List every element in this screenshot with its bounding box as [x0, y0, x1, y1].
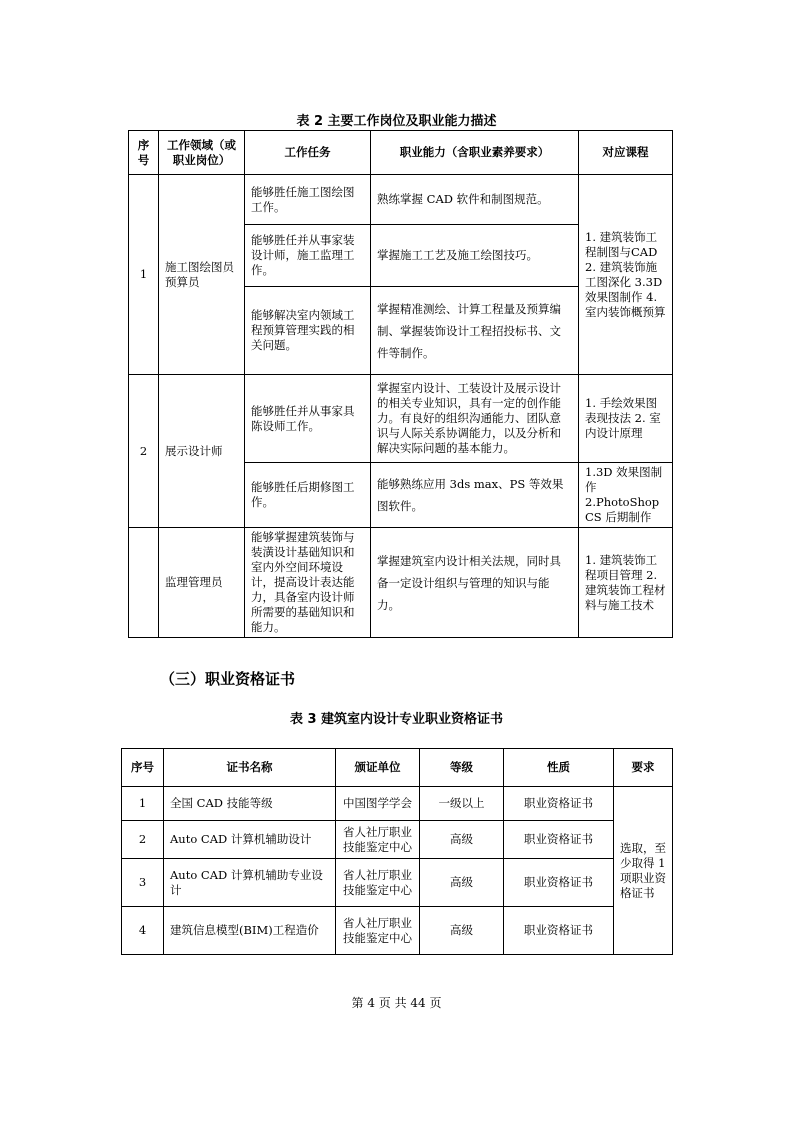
header-level: 等级	[420, 749, 504, 787]
cert-level: 高级	[420, 859, 504, 907]
row-ability: 掌握精准测绘、计算工程量及预算编制、掌握装饰设计工程招投标书、文件等制作。	[371, 287, 579, 375]
row-courses: 1.3D 效果图制作 2.PhotoShop CS 后期制作	[579, 463, 673, 528]
cert-type: 职业资格证书	[504, 821, 614, 859]
row-no: 1	[129, 175, 159, 375]
row-no: 2	[129, 375, 159, 528]
cert-issuer: 省人社厅职业技能鉴定中心	[336, 859, 420, 907]
cert-issuer: 省人社厅职业技能鉴定中心	[336, 821, 420, 859]
cert-name: Auto CAD 计算机辅助设计	[164, 821, 336, 859]
row-task: 能够掌握建筑装饰与装潢设计基础知识和室内外空间环境设计，提高设计表达能力，具备室内设计师所需要的基础知识和能力。	[245, 528, 371, 638]
cert-level: 高级	[420, 907, 504, 955]
row-ability: 掌握施工工艺及施工绘图技巧。	[371, 225, 579, 287]
cert-type: 职业资格证书	[504, 859, 614, 907]
row-field: 展示设计师	[159, 375, 245, 528]
cert-no: 3	[122, 859, 164, 907]
table-row	[129, 175, 673, 225]
header-issuer: 颁证单位	[336, 749, 420, 787]
header-task: 工作任务	[245, 131, 371, 175]
cert-issuer: 中国图学学会	[336, 787, 420, 821]
cert-name: Auto CAD 计算机辅助专业设计	[164, 859, 336, 907]
page-footer: 第 4 页 共 44 页	[351, 996, 442, 1010]
header-courses: 对应课程	[579, 131, 673, 175]
table-row	[122, 787, 673, 821]
row-field: 监理管理员	[159, 528, 245, 638]
row-task: 能够胜任后期修图工作。	[245, 463, 371, 528]
header-ability: 职业能力（含职业素养要求）	[371, 131, 579, 175]
row-ability: 能够熟练应用 3ds max、PS 等效果图软件。	[371, 463, 579, 528]
header-no: 序号	[129, 131, 159, 175]
row-task: 能够解决室内领域工程预算管理实践的相关问题。	[245, 287, 371, 375]
cert-type: 职业资格证书	[504, 787, 614, 821]
certificate-table	[121, 748, 673, 955]
table-row	[129, 375, 673, 463]
row-courses: 1. 建筑装饰工程项目管理 2. 建筑装饰工程材料与施工技术	[579, 528, 673, 638]
cert-no: 2	[122, 821, 164, 859]
table3-caption: 表 3 建筑室内设计专业职业资格证书	[289, 712, 504, 727]
cert-requirement: 选取，至少取得 1 项职业资格证书	[614, 787, 673, 955]
row-task: 能够胜任并从事家具陈设师工作。	[245, 375, 371, 463]
row-field: 施工图绘图员预算员	[159, 175, 245, 375]
row-courses: 1. 建筑装饰工程制图与CAD 2. 建筑装饰施工图深化 3.3D 效果图制作 4. 室内装饰概预算	[579, 175, 673, 375]
header-requirement: 要求	[614, 749, 673, 787]
job-ability-table	[128, 130, 673, 638]
table2-caption: 表 2 主要工作岗位及职业能力描述	[296, 114, 497, 129]
cert-type: 职业资格证书	[504, 907, 614, 955]
table-header-row	[129, 131, 673, 175]
row-ability: 掌握室内设计、工装设计及展示设计的相关专业知识，具有一定的创作能力。有良好的组织沟通能力、团队意识与人际关系协调能力，以及分析和解决实际问题的基本能力。	[371, 375, 579, 463]
cert-level: 一级以上	[420, 787, 504, 821]
cert-name: 全国 CAD 技能等级	[164, 787, 336, 821]
cert-no: 1	[122, 787, 164, 821]
row-task: 能够胜任施工图绘图工作。	[245, 175, 371, 225]
table-row	[122, 907, 673, 955]
header-name: 证书名称	[164, 749, 336, 787]
row-no	[129, 528, 159, 638]
header-type: 性质	[504, 749, 614, 787]
cert-level: 高级	[420, 821, 504, 859]
table-row	[122, 859, 673, 907]
table-row	[129, 528, 673, 638]
table-header-row	[122, 749, 673, 787]
row-task: 能够胜任并从事家装设计师，施工监理工作。	[245, 225, 371, 287]
header-no: 序号	[122, 749, 164, 787]
cert-issuer: 省人社厅职业技能鉴定中心	[336, 907, 420, 955]
row-ability: 掌握建筑室内设计相关法规，同时具备一定设计组织与管理的知识与能力。	[371, 528, 579, 638]
row-courses: 1. 手绘效果图表现技法 2. 室内设计原理	[579, 375, 673, 463]
section-title: （三）职业资格证书	[160, 670, 296, 688]
table-row	[122, 821, 673, 859]
cert-no: 4	[122, 907, 164, 955]
row-ability: 熟练掌握 CAD 软件和制图规范。	[371, 175, 579, 225]
header-field: 工作领域（或职业岗位）	[159, 131, 245, 175]
cert-name: 建筑信息模型(BIM)工程造价	[164, 907, 336, 955]
